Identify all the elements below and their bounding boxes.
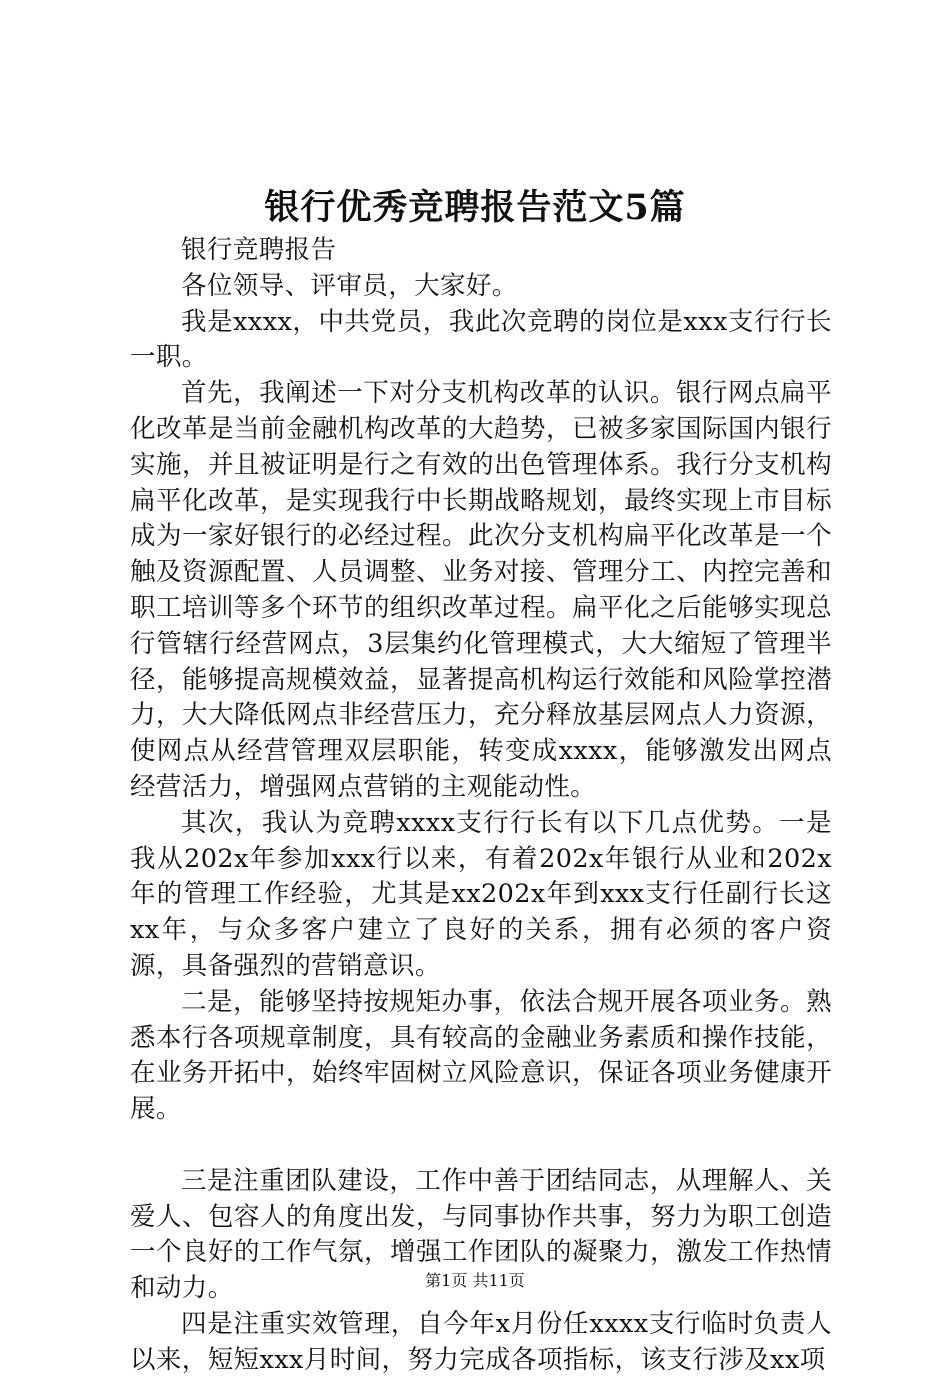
paragraph-advantage-two: 二是，能够坚持按规矩办事，依法合规开展各项业务。熟悉本行各项规章制度，具有较高的金融业务素质和操作技能，在业务开拓中，始终牢固树立风险意识，保证各项业务健康开展。 xyxy=(130,986,832,1125)
paragraph-reform-understanding: 首先，我阐述一下对分支机构改革的认识。银行网点扁平化改革是当前金融机构改革的大趋势，已被多家国际国内银行实施，并且被证明是行之有效的出色管理体系。我行分支机构扁平化改革，是实现我行中长期战略规划，最终实现上市目标成为一家好银行的必经过程。此次分支机构扁平化改革是一个触及资源配置、人员调整、业务对接、管理分工、内控完善和职工培训等多个环节的组织改革过程。扁平化之后能够实现总行管辖行经营网点，3层集约化管理模式，大大缩短了管理半径，能够提高规模效益，显著提高机构运行效能和风险掌控潜力，大大降低网点非经营压力，充分释放基层网点人力资源，使网点从经营管理双层职能，转变成xxxx，能够激发出网点经营活力，增强网点营销的主观能动性。 xyxy=(130,378,832,802)
page-number: 第1页 共11页 xyxy=(425,1271,525,1290)
paragraph-heading: 银行竞聘报告 xyxy=(181,235,337,265)
paragraph-introduction: 我是xxxx，中共党员，我此次竞聘的岗位是xxx支行行长一职。 xyxy=(130,306,832,373)
paragraph-advantage-one: 其次，我认为竞聘xxxx支行行长有以下几点优势。一是我从202x年参加xxx行以来，有着202x年银行从业和202x年的管理工作经验，尤其是xx202x年到xxx支行任副行长这xx年，与众多客户建立了良好的关系，拥有必须的客户资源，具备强烈的营销意识。 xyxy=(130,807,832,981)
paragraph-advantage-four: 四是注重实效管理，自今年x月份任xxxx支行临时负责人以来，短短xxx月时间，努力完成各项指标，该支行涉及xx项 xyxy=(130,1308,832,1375)
document-title: 银行优秀竞聘报告范文5篇 xyxy=(264,187,686,228)
document-body xyxy=(130,233,832,1379)
paragraph-greeting: 各位领导、评审员，大家好。 xyxy=(181,270,518,301)
paragraph-advantage-three: 三是注重团队建设，工作中善于团结同志，从理解人、关爱人、包容人的角度出发，与同事协作共事，努力为职工创造一个良好的工作气氛，增强工作团队的凝聚力，激发工作热情和动力。 xyxy=(130,1165,832,1304)
